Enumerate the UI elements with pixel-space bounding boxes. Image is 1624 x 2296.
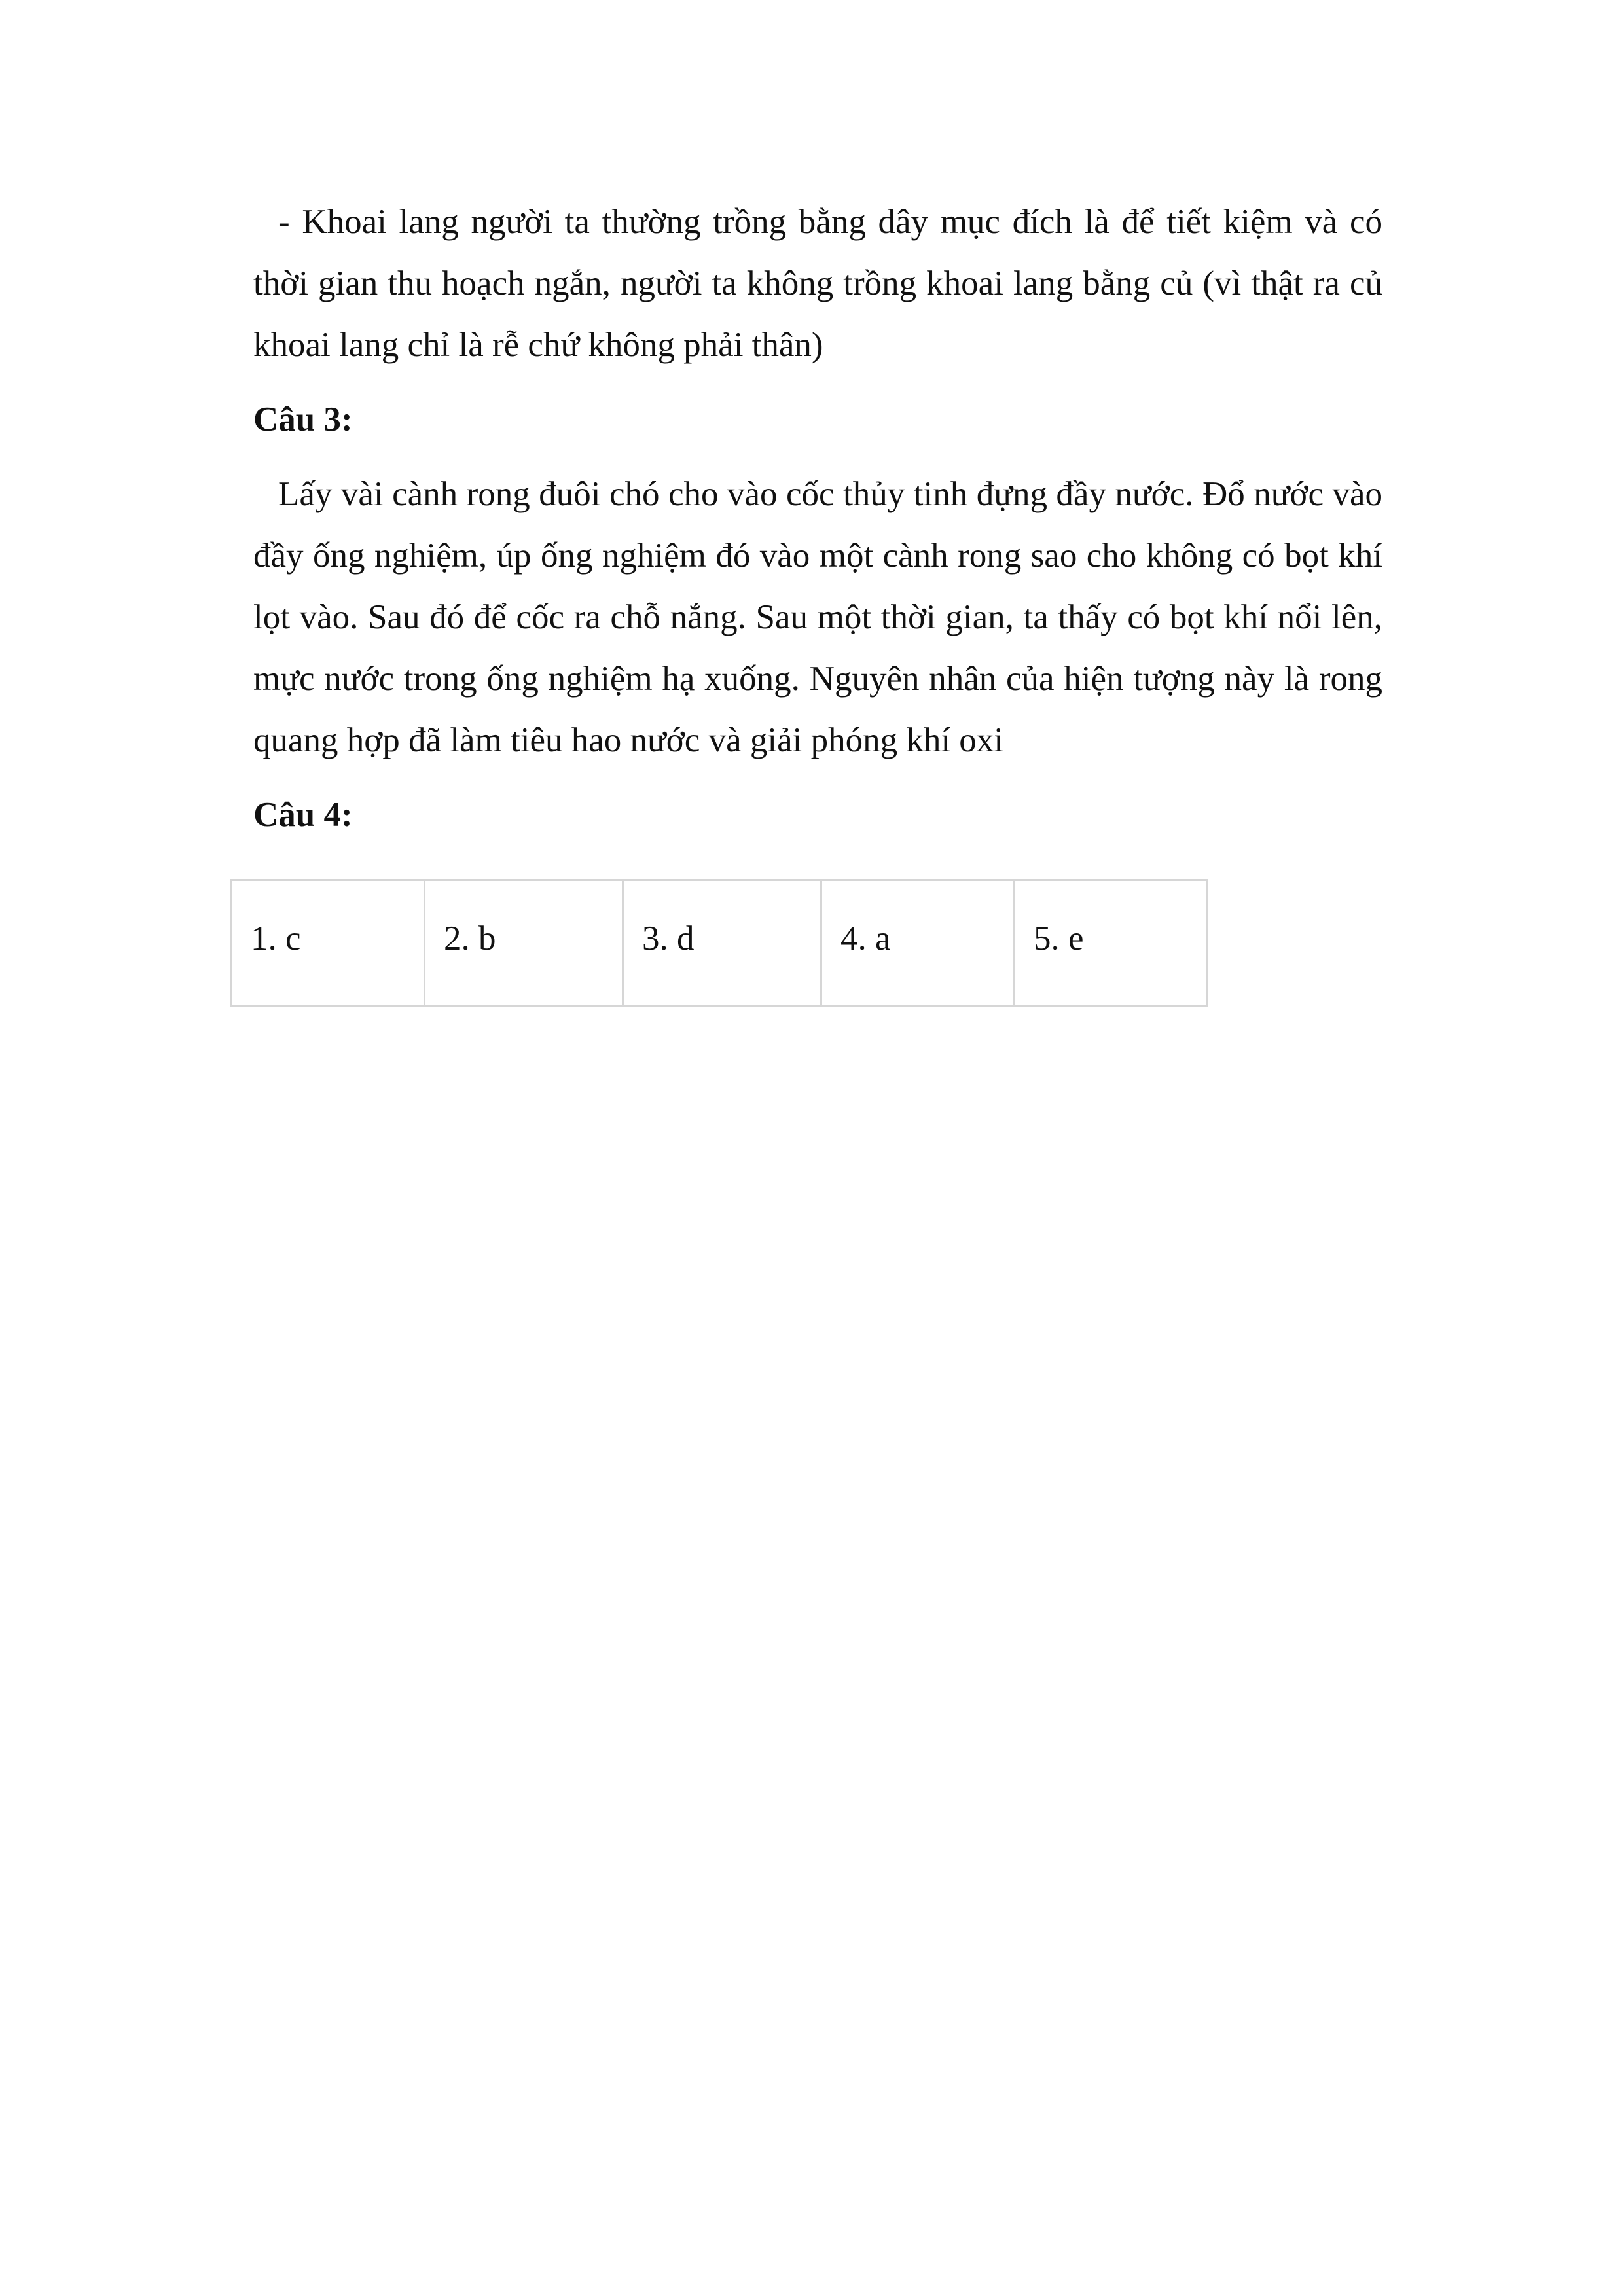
answer-cell-2: 2. b xyxy=(425,880,623,1006)
answer-table xyxy=(230,879,1208,1007)
heading-cau-3: Câu 3: xyxy=(253,401,353,439)
document-content xyxy=(253,191,1382,846)
answer-cell-5: 5. e xyxy=(1015,880,1208,1006)
heading-cau-4: Câu 4: xyxy=(253,796,353,834)
answer-cell-3: 3. d xyxy=(623,880,821,1006)
paragraph-khoai-lang: - Khoai lang người ta thường trồng bằng dây mục đích là để tiết kiệm và có thời gian thu hoạch ngắn, người ta không trồng khoai lang bằng củ (vì thật ra củ khoai lang chỉ là rễ chứ không phải thân) xyxy=(253,203,1382,364)
answer-cell-1: 1. c xyxy=(232,880,425,1006)
answer-cell-4: 4. a xyxy=(821,880,1015,1006)
answer-row xyxy=(232,880,1208,1006)
paragraph-rong-duoi-cho: Lấy vài cành rong đuôi chó cho vào cốc thủy tinh đựng đầy nước. Đổ nước vào đầy ống nghiệm, úp ống nghiệm đó vào một cành rong sao cho không có bọt khí lọt vào. Sau đó để cốc ra chỗ nắng. Sau một thời gian, ta thấy có bọt khí nổi lên, mực nước trong ống nghiệm hạ xuống. Nguyên nhân của hiện tượng này là rong quang hợp đã làm tiêu hao nước và giải phóng khí oxi xyxy=(253,475,1382,759)
